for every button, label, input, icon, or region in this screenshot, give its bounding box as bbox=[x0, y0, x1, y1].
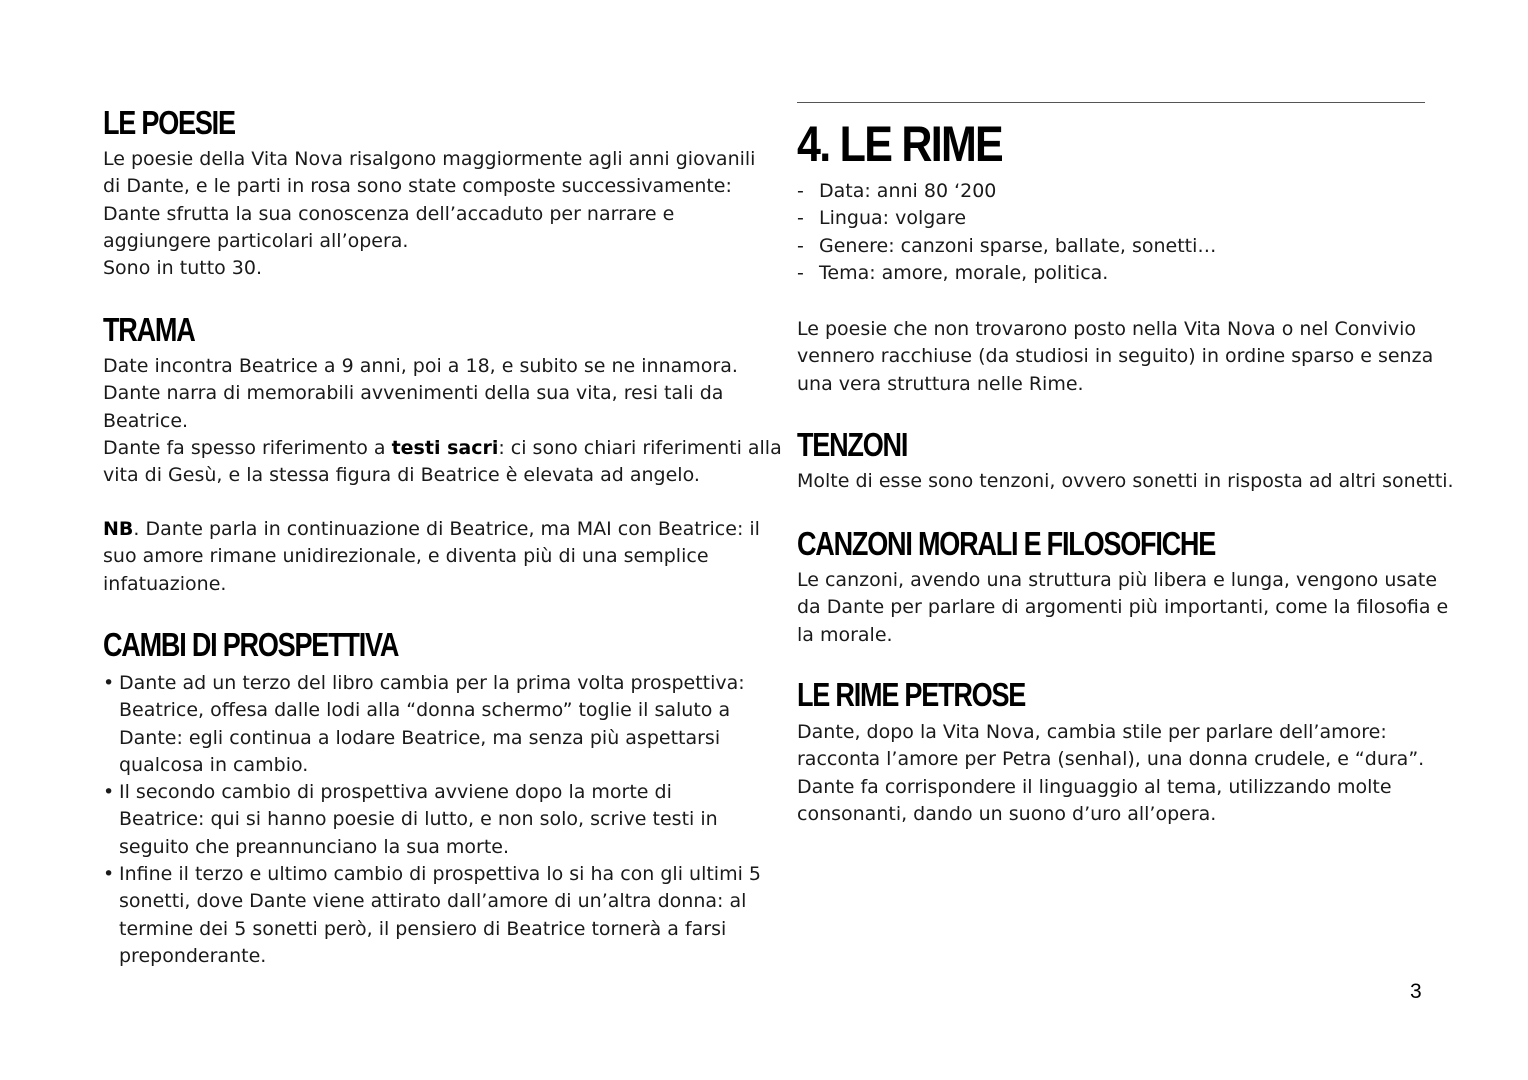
text-line: Molte di esse sono tenzoni, ovvero sonetti in risposta ad altri sonetti. bbox=[797, 470, 1454, 492]
text-line: Dante fa corrispondere il linguaggio al tema, utilizzando molte bbox=[797, 775, 1392, 798]
text-line: Dante narra di memorabili avvenimenti della sua vita, resi tali da bbox=[103, 382, 724, 405]
paragraph-le-poesie bbox=[103, 146, 755, 282]
dash-icon: - bbox=[797, 234, 804, 257]
text-line: Sono in tutto 30. bbox=[103, 257, 263, 280]
dash-icon: - bbox=[797, 180, 804, 202]
list-item bbox=[103, 670, 761, 779]
paragraph-rime-petrose bbox=[797, 719, 1424, 828]
list-item bbox=[103, 779, 761, 861]
text-line: Beatrice: qui si hanno poesie di lutto, e non solo, scrive testi in bbox=[119, 808, 718, 831]
paragraph-nb bbox=[103, 516, 760, 598]
text-line: Dante, dopo la Vita Nova, cambia stile per parlare dell’amore: bbox=[797, 721, 1387, 743]
text-line: di Dante, e le parti in rosa sono state composte successivamente: bbox=[103, 175, 732, 198]
paragraph-trama bbox=[103, 353, 782, 489]
paragraph-tenzoni bbox=[797, 468, 1454, 495]
heading-cambi-di-prospettiva: CAMBI DI PROSPETTIVA bbox=[103, 626, 399, 663]
text-line: sonetti, dove Dante viene attirato dall’amore di un’altra donna: al bbox=[119, 890, 747, 913]
heading-le-poesie: LE POESIE bbox=[103, 104, 235, 141]
text-line: suo amore rimane unidirezionale, e diventa più di una semplice bbox=[103, 545, 709, 568]
bullet-icon: • bbox=[103, 863, 115, 886]
text-line: Dante sfrutta la sua conoscenza dell’accaduto per narrare e bbox=[103, 202, 675, 225]
text-line: Lingua: volgare bbox=[819, 207, 967, 230]
text-line: Dante: egli continua a lodare Beatrice, ma senza più aspettarsi bbox=[119, 726, 721, 749]
paragraph-canzoni bbox=[797, 567, 1448, 649]
page-number: 3 bbox=[1410, 980, 1422, 1003]
text-line: Le poesie che non trovarono posto nella Vita Nova o nel Convivio bbox=[797, 318, 1417, 340]
text-run: Dante fa spesso riferimento a bbox=[103, 436, 392, 459]
list-item bbox=[797, 205, 1216, 232]
text-line: Dante ad un terzo del libro cambia per la prima volta prospettiva: bbox=[119, 672, 745, 694]
text-run: . Dante parla in continuazione di Beatrice, ma MAI con Beatrice: il bbox=[133, 518, 760, 540]
list-item bbox=[797, 233, 1216, 260]
text-line: seguito che preannunciano la sua morte. bbox=[119, 835, 510, 858]
text-line: Beatrice, offesa dalle lodi alla “donna schermo” toglie il saluto a bbox=[119, 699, 731, 722]
bullet-list-cambi bbox=[103, 670, 761, 970]
text-line: aggiungere particolari all’opera. bbox=[103, 229, 409, 252]
text-line bbox=[103, 435, 782, 462]
heading-trama: TRAMA bbox=[103, 311, 195, 348]
text-line: infatuazione. bbox=[103, 572, 227, 595]
text-line: qualcosa in cambio. bbox=[119, 753, 309, 776]
paragraph-rime bbox=[797, 316, 1433, 398]
text-line: Genere: canzoni sparse, ballate, sonetti… bbox=[819, 234, 1217, 257]
text-line: consonanti, dando un suono d’uro all’opera. bbox=[797, 802, 1217, 825]
text-line: Le canzoni, avendo una struttura più libera e lunga, vengono usate bbox=[797, 569, 1438, 591]
text-line: racconta l’amore per Petra (senhal), una donna crudele, e “dura”. bbox=[797, 748, 1425, 771]
text-line: vennero racchiuse (da studiosi in seguito) in ordine sparso e senza bbox=[797, 345, 1434, 368]
dash-icon: - bbox=[797, 207, 804, 230]
dash-list-facts bbox=[797, 178, 1216, 287]
text-run: : ci sono chiari riferimenti alla bbox=[498, 436, 782, 459]
bold-term-testi-sacri: testi sacri bbox=[391, 436, 499, 459]
dash-icon: - bbox=[797, 261, 804, 284]
text-line: Beatrice. bbox=[103, 409, 189, 432]
text-line: Data: anni 80 ‘200 bbox=[819, 180, 997, 202]
text-line bbox=[103, 516, 760, 543]
text-line: Il secondo cambio di prospettiva avviene dopo la morte di bbox=[119, 781, 672, 804]
text-line: Tema: amore, morale, politica. bbox=[819, 261, 1109, 284]
heading-rime-petrose: LE RIME PETROSE bbox=[797, 676, 1026, 713]
list-item bbox=[103, 861, 761, 970]
text-line: da Dante per parlare di argomenti più importanti, come la filosofia e bbox=[797, 596, 1449, 619]
bullet-icon: • bbox=[103, 672, 115, 694]
text-line: preponderante. bbox=[119, 944, 267, 967]
text-line: la morale. bbox=[797, 623, 893, 646]
list-item bbox=[797, 260, 1216, 287]
text-line: Le poesie della Vita Nova risalgono maggiormente agli anni giovanili bbox=[103, 148, 756, 170]
bullet-icon: • bbox=[103, 781, 115, 804]
text-line: Infine il terzo e ultimo cambio di prospettiva lo si ha con gli ultimi 5 bbox=[119, 863, 761, 886]
heading-le-rime: 4. LE RIME bbox=[797, 116, 1003, 172]
text-line: vita di Gesù, e la stessa figura di Beatrice è elevata ad angelo. bbox=[103, 464, 700, 487]
text-line: una vera struttura nelle Rime. bbox=[797, 372, 1084, 395]
heading-tenzoni: TENZONI bbox=[797, 426, 908, 463]
horizontal-rule bbox=[797, 102, 1425, 103]
list-item bbox=[797, 178, 1216, 205]
text-line: Date incontra Beatrice a 9 anni, poi a 18, e subito se ne innamora. bbox=[103, 355, 738, 377]
nb-label: NB bbox=[103, 518, 134, 540]
text-line: termine dei 5 sonetti però, il pensiero di Beatrice tornerà a farsi bbox=[119, 917, 727, 940]
heading-canzoni-morali: CANZONI MORALI E FILOSOFICHE bbox=[797, 525, 1216, 562]
